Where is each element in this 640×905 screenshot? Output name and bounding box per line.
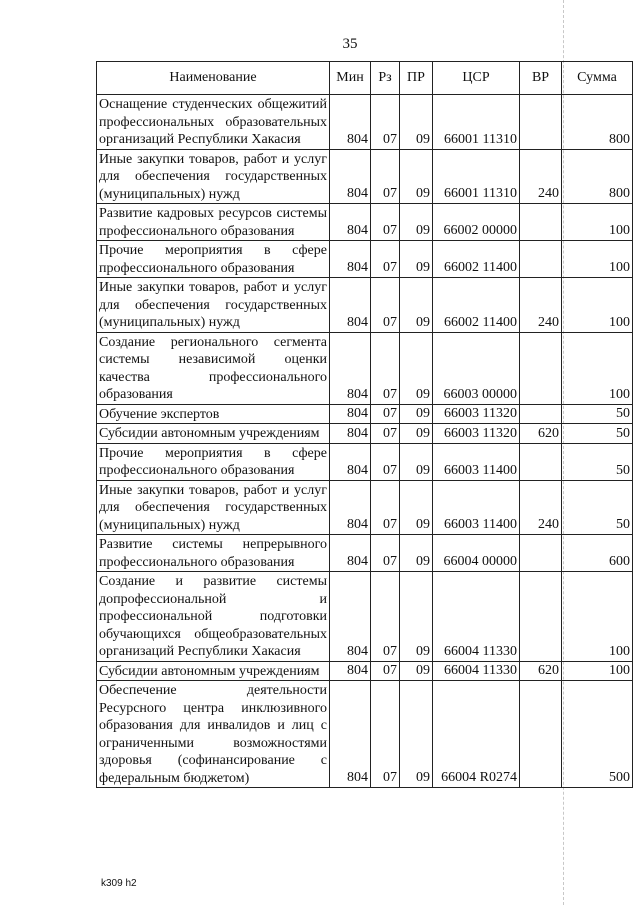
cell-csr: 66001 11310 — [433, 149, 520, 204]
cell-csr: 66002 11400 — [433, 241, 520, 278]
cell-name: Развитие кадровых ресурсов системы профессионального образования — [97, 204, 330, 241]
cell-rz: 07 — [371, 149, 400, 204]
cell-name: Развитие системы непрерывного профессионального образования — [97, 535, 330, 572]
cell-pr: 09 — [400, 95, 433, 150]
cell-rz: 07 — [371, 443, 400, 480]
cell-name: Обучение экспертов — [97, 404, 330, 424]
cell-min: 804 — [330, 149, 371, 204]
cell-pr: 09 — [400, 572, 433, 662]
cell-sum: 800 — [562, 95, 633, 150]
cell-rz: 07 — [371, 480, 400, 535]
cell-sum: 50 — [562, 443, 633, 480]
cell-min: 804 — [330, 204, 371, 241]
cell-rz: 07 — [371, 572, 400, 662]
cell-pr: 09 — [400, 480, 433, 535]
table-row — [97, 241, 633, 278]
cell-sum: 500 — [562, 681, 633, 788]
cell-pr: 09 — [400, 681, 433, 788]
cell-min: 804 — [330, 480, 371, 535]
cell-rz: 07 — [371, 404, 400, 424]
header-pr: ПР — [400, 62, 433, 95]
header-sum: Сумма — [562, 62, 633, 95]
cell-csr: 66004 00000 — [433, 535, 520, 572]
cell-sum: 100 — [562, 572, 633, 662]
cell-vr: 620 — [520, 424, 562, 444]
cell-csr: 66003 11320 — [433, 424, 520, 444]
cell-name: Оснащение студенческих общежитий профессиональных образовательных организаций Республики Хакасия — [97, 95, 330, 150]
cell-name: Создание регионального сегмента системы независимой оценки качества профессионального образования — [97, 332, 330, 404]
cell-name: Субсидии автономным учреждениям — [97, 424, 330, 444]
cell-min: 804 — [330, 443, 371, 480]
table-row — [97, 332, 633, 404]
cell-csr: 66002 00000 — [433, 204, 520, 241]
cell-sum: 50 — [562, 424, 633, 444]
cell-name: Прочие мероприятия в сфере профессионального образования — [97, 443, 330, 480]
cell-name: Обеспечение деятельности Ресурсного центра инклюзивного образования для инвалидов и лиц с ограниченными возможностями здоровья (софинансирование с федеральным бюджетом) — [97, 681, 330, 788]
cell-min: 804 — [330, 95, 371, 150]
cell-csr: 66003 11400 — [433, 443, 520, 480]
cell-csr: 66004 R0274 — [433, 681, 520, 788]
cell-rz: 07 — [371, 661, 400, 681]
cell-sum: 100 — [562, 661, 633, 681]
table-row — [97, 424, 633, 444]
cell-min: 804 — [330, 572, 371, 662]
cell-vr — [520, 241, 562, 278]
cell-csr: 66003 11320 — [433, 404, 520, 424]
cell-pr: 09 — [400, 241, 433, 278]
cell-min: 804 — [330, 681, 371, 788]
footer-code: k309 h2 — [101, 878, 137, 889]
table-row — [97, 681, 633, 788]
cell-csr: 66003 00000 — [433, 332, 520, 404]
cell-sum: 100 — [562, 241, 633, 278]
cell-pr: 09 — [400, 149, 433, 204]
cell-sum: 100 — [562, 278, 633, 333]
cell-pr: 09 — [400, 443, 433, 480]
cell-rz: 07 — [371, 241, 400, 278]
cell-csr: 66004 11330 — [433, 572, 520, 662]
cell-vr — [520, 535, 562, 572]
cell-csr: 66003 11400 — [433, 480, 520, 535]
table-row — [97, 661, 633, 681]
cell-pr: 09 — [400, 424, 433, 444]
table-row — [97, 535, 633, 572]
cell-vr — [520, 681, 562, 788]
cell-sum: 100 — [562, 204, 633, 241]
header-min: Мин — [330, 62, 371, 95]
cell-sum: 600 — [562, 535, 633, 572]
table-row — [97, 480, 633, 535]
table-row — [97, 278, 633, 333]
cell-sum: 50 — [562, 404, 633, 424]
header-vr: ВР — [520, 62, 562, 95]
cell-name: Создание и развитие системы допрофессиональной и профессиональной подготовки обучающихся общеобразовательных организаций Республики Хакасия — [97, 572, 330, 662]
cell-name: Иные закупки товаров, работ и услуг для обеспечения государственных (муниципальных) нужд — [97, 278, 330, 333]
cell-csr: 66004 11330 — [433, 661, 520, 681]
header-csr: ЦСР — [433, 62, 520, 95]
header-name: Наименование — [97, 62, 330, 95]
cell-vr: 620 — [520, 661, 562, 681]
cell-min: 804 — [330, 661, 371, 681]
table-row — [97, 404, 633, 424]
cell-min: 804 — [330, 404, 371, 424]
budget-table — [96, 61, 633, 788]
cell-name: Иные закупки товаров, работ и услуг для обеспечения государственных (муниципальных) нужд — [97, 149, 330, 204]
cell-vr — [520, 404, 562, 424]
table-row — [97, 204, 633, 241]
cell-min: 804 — [330, 332, 371, 404]
cell-vr — [520, 332, 562, 404]
cell-rz: 07 — [371, 535, 400, 572]
header-row — [97, 62, 633, 95]
table-row — [97, 149, 633, 204]
cell-min: 804 — [330, 424, 371, 444]
cell-vr — [520, 443, 562, 480]
cell-rz: 07 — [371, 278, 400, 333]
cell-csr: 66002 11400 — [433, 278, 520, 333]
cell-min: 804 — [330, 278, 371, 333]
cell-vr — [520, 204, 562, 241]
cell-sum: 100 — [562, 332, 633, 404]
cell-pr: 09 — [400, 661, 433, 681]
cell-rz: 07 — [371, 424, 400, 444]
cell-sum: 800 — [562, 149, 633, 204]
table-row — [97, 95, 633, 150]
cell-vr — [520, 95, 562, 150]
cell-rz: 07 — [371, 95, 400, 150]
cell-pr: 09 — [400, 535, 433, 572]
cell-min: 804 — [330, 535, 371, 572]
cell-name: Иные закупки товаров, работ и услуг для обеспечения государственных (муниципальных) нужд — [97, 480, 330, 535]
cell-rz: 07 — [371, 204, 400, 241]
cell-min: 804 — [330, 241, 371, 278]
cell-pr: 09 — [400, 404, 433, 424]
table-row — [97, 443, 633, 480]
cell-pr: 09 — [400, 278, 433, 333]
cell-vr — [520, 572, 562, 662]
cell-pr: 09 — [400, 332, 433, 404]
cell-rz: 07 — [371, 681, 400, 788]
cell-vr: 240 — [520, 480, 562, 535]
cell-vr: 240 — [520, 278, 562, 333]
header-rz: Рз — [371, 62, 400, 95]
cell-csr: 66001 11310 — [433, 95, 520, 150]
table-row — [97, 572, 633, 662]
cell-name: Субсидии автономным учреждениям — [97, 661, 330, 681]
cell-name: Прочие мероприятия в сфере профессионального образования — [97, 241, 330, 278]
cell-rz: 07 — [371, 332, 400, 404]
page-number: 35 — [342, 36, 358, 52]
cell-sum: 50 — [562, 480, 633, 535]
cell-vr: 240 — [520, 149, 562, 204]
cell-pr: 09 — [400, 204, 433, 241]
